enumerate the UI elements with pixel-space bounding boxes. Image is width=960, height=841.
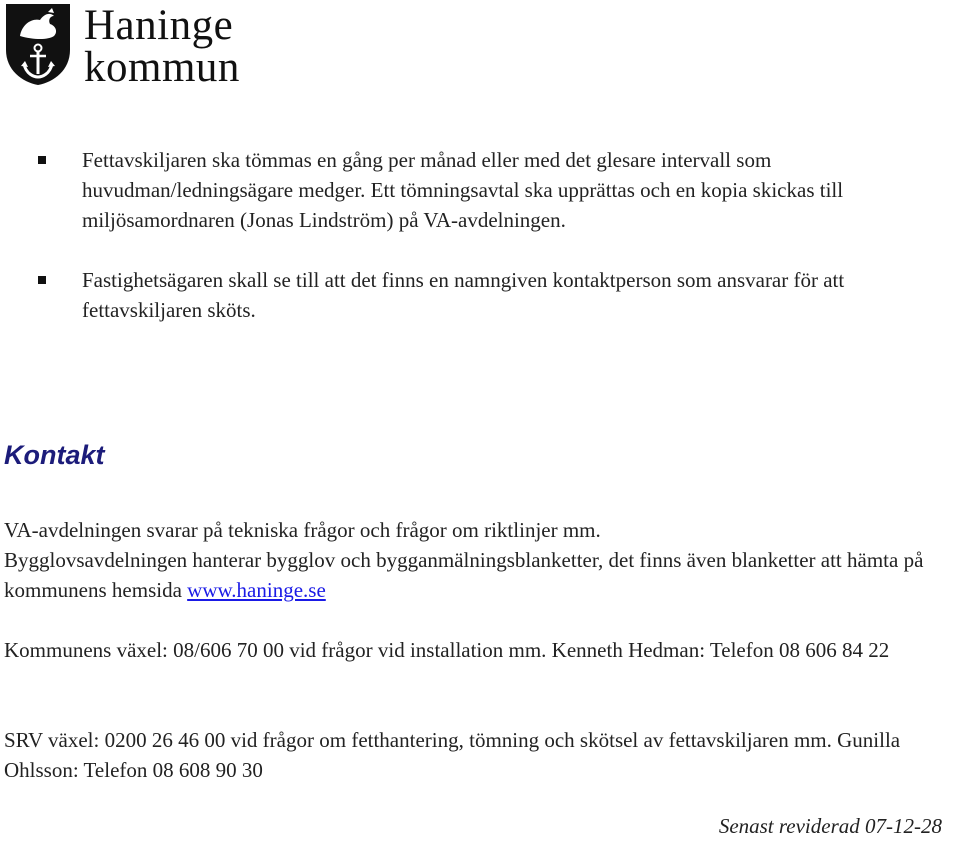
logo-text-haninge: Haninge — [84, 2, 234, 49]
coat-of-arms-icon — [4, 2, 72, 86]
haninge-kommun-logo — [0, 0, 270, 92]
building-department-text: Bygglovsavdelningen hanterar bygglov och bygganmälningsblanketter, det finns även blanketter att hämta på kommunens hemsida — [4, 548, 924, 602]
contact-paragraph-srv: SRV växel: 0200 26 46 00 vid frågor om fetthantering, tömning och skötsel av fettavskiljaren mm. Gunilla Ohlsson: Telefon 08 608 90 30 — [4, 728, 901, 782]
bullet-item-contact-person — [82, 265, 952, 325]
contact-paragraph-municipality: Kommunens växel: 08/606 70 00 vid frågor vid installation mm. Kenneth Hedman: Telefon 08 606 84 22 — [4, 638, 890, 662]
square-bullet-icon — [38, 156, 46, 164]
website-link[interactable]: www.haninge.se — [187, 578, 326, 602]
bullet-text: Fettavskiljaren ska tömmas en gång per månad eller med det glesare intervall som huvudman/ledningsägare medger. Ett tömningsavtal ska upprättas och en kopia skickas till miljösamordnaren (Jonas Lindström) på VA-avdelningen. — [82, 148, 844, 232]
logo-text-kommun: kommun — [84, 44, 240, 91]
bullet-text: Fastighetsägaren skall se till att det finns en namngiven kontaktperson som ansvarar för att fettavskiljaren sköts. — [82, 268, 845, 322]
va-department-text: VA-avdelningen svarar på tekniska frågor och frågor om riktlinjer mm. — [4, 518, 601, 542]
bullet-item-emptying — [82, 145, 952, 235]
contact-paragraph-departments — [4, 515, 956, 605]
square-bullet-icon — [38, 276, 46, 284]
revision-date: Senast reviderad 07-12-28 — [718, 814, 942, 838]
contact-heading: Kontakt — [4, 440, 105, 470]
